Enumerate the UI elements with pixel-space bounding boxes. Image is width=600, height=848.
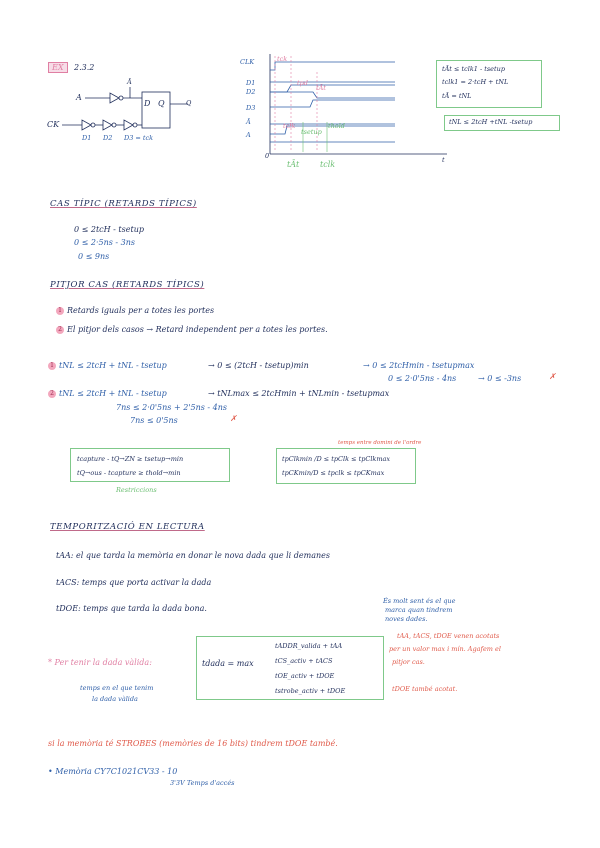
pitjor-item-1: 1 Retards iguals per a totes les portes — [56, 306, 214, 315]
note-1c: noves dades. — [385, 615, 428, 623]
taa-line: tAA: el que tarda la memòria en donar le nova dada que li demanes — [56, 551, 330, 560]
pitjor-item-2-text: El pitjor dels casos → Retard independent per a totes les portes. — [67, 325, 328, 334]
case-2-formula: 2 tNL ≤ 2tcH + tNL - tsetup — [48, 389, 167, 398]
case-2-result-text: tNLmax ≤ 2tcHmin + tNLmin - tsetupmax — [217, 389, 390, 398]
tacs-line: tACS: temps que porta activar la dada — [56, 578, 212, 587]
case-1-final: → 0 ≤ -3ns — [478, 374, 522, 383]
cas-tipic-title: CAS TÍPIC (RETARDS TÍPICS) — [50, 199, 197, 209]
note-1a: És molt sent és el que — [383, 597, 456, 605]
stp-label: tĀt — [287, 160, 300, 169]
note-1b: marca quan tindrem — [385, 606, 453, 614]
cas-tipic-line-3: 0 ≤ 9ns — [78, 252, 110, 261]
a-label: A — [76, 93, 82, 102]
acotats-note-2: per un valor max i mín. Agafem el — [389, 645, 501, 653]
tdoe-line: tDOE: temps que tarda la dada bona. — [56, 604, 207, 613]
d1-label: D1 — [82, 134, 92, 142]
a-bar-label: Ā — [127, 78, 132, 86]
timing-label-a: A — [246, 131, 251, 139]
ck-label: CK — [47, 120, 60, 129]
tpd-annotation: tpd — [297, 79, 308, 87]
strobes-line: si la memòria té STROBES (memòries de 16 bits) tindrem tDOE també. — [48, 739, 338, 748]
case-1-minmax: → 0 ≤ 2tcHmin - tsetupmax — [363, 361, 475, 370]
per-tenir: * Per tenir la dada vàlida: — [48, 658, 152, 667]
ta-annotation: tĀt — [316, 84, 326, 92]
pitjor-item-2: 2 El pitjor dels casos → Retard independent per a totes les portes. — [56, 325, 328, 334]
case-1-result: → 0 ≤ (2tcH - tsetup)min — [208, 361, 309, 370]
d2-label: D2 — [103, 134, 113, 142]
cas-tipic-line-1: 0 ≤ 2tcH - tsetup — [74, 225, 144, 234]
hold-annotation: thold — [328, 122, 345, 130]
case-1-final-text: 0 ≤ -3ns — [487, 374, 522, 383]
setup-annotation: tsetup — [301, 128, 322, 136]
t-axis-label: t — [442, 156, 445, 164]
tdada-term-3: tOE_activ + tDOE — [275, 672, 335, 680]
tdada-term-1: tADDR_valida + tAA — [275, 642, 343, 650]
case-1-minmax-text: 0 ≤ 2tcHmin - tsetupmax — [372, 361, 475, 370]
timing-label-clk: CLK — [240, 58, 255, 66]
ff-d-label: D — [144, 99, 151, 108]
restriction-1a: tcapture - tQ→ZN ≥ tsetup→min — [77, 455, 184, 463]
timing-diagram — [255, 52, 450, 162]
timing-label-d1: D1 — [246, 79, 256, 87]
ex-number: 2.3.2 — [74, 63, 95, 72]
domain-note: temps entre domini de l'ordre — [338, 440, 422, 446]
d3-label: D3 = tck — [124, 134, 154, 142]
acotats-note-4: tDOE també acotat. — [392, 685, 458, 693]
ff-q-label: Q — [158, 99, 165, 108]
acotats-note-3: pitjor cas. — [392, 658, 425, 666]
pitjor-title: PITJOR CAS (RETARDS TÍPICS) — [50, 280, 205, 290]
timing-label-d2: D2 — [246, 88, 256, 96]
timing-label-d3: D3 — [246, 104, 256, 112]
tclk-annotation: tclk — [283, 122, 296, 130]
tck-annotation: tck — [277, 55, 288, 63]
case-1-text: tNL ≤ 2tcH + tNL - tsetup — [59, 361, 167, 370]
tdada-label: tdada = max — [202, 659, 254, 668]
case-2-result: → tNLmax ≤ 2tcHmin + tNLmin - tsetupmax — [208, 389, 390, 398]
timing-label-a-bar: Ā — [246, 118, 251, 126]
formula-1: tĀt ≤ tclk1 - tsetup — [442, 65, 505, 73]
case-2-cross: ✗ — [230, 414, 237, 423]
formula-2: tclk1 = 2·tcH + tNL — [442, 78, 509, 86]
restriction-box-2 — [276, 448, 416, 484]
restriction-note: Restriccions — [116, 486, 157, 494]
temps-note-1: temps en el que tenim — [80, 684, 154, 692]
temps-note-2: la dada vàlida — [92, 695, 138, 703]
lectura-title: TEMPORITZACIÓ EN LECTURA — [50, 522, 205, 532]
memory-subline: 3'3V Temps d'accés — [170, 779, 235, 787]
formula-4: tNL ≤ 2tcH +tNL -tsetup — [449, 118, 533, 126]
case-1-cross: ✗ — [549, 372, 556, 381]
restriction-1b: tQ→ous - tcapture ≥ thold→min — [77, 469, 181, 477]
restriction-2a: tpClkmin /D ≤ tpClk ≤ tpClkmax — [282, 455, 391, 463]
tdada-term-2: tCS_activ + tACS — [275, 657, 333, 665]
ff-out-label: Q — [186, 99, 192, 107]
case-1-formula: 1 tNL ≤ 2tcH + tNL - tsetup — [48, 361, 167, 370]
case-1-result-text: 0 ≤ (2tcH - tsetup)min — [217, 361, 309, 370]
case-2-values: 7ns ≤ 2·0'5ns + 2'5ns - 4ns — [116, 403, 227, 412]
origin-label: 0 — [265, 152, 270, 160]
case-1-values: 0 ≤ 2·0'5ns - 4ns — [388, 374, 457, 383]
case-2-final: 7ns ≤ 0'5ns — [130, 416, 178, 425]
memory-line: • Memòria CY7C1021CV33 - 10 — [48, 767, 178, 776]
tdada-term-4: tstrobe_activ + tDOE — [275, 687, 346, 695]
ex-tag: EX — [48, 62, 68, 73]
cas-tipic-line-2: 0 ≤ 2·5ns - 3ns — [74, 238, 135, 247]
restriction-2b: tpCKmin/D ≤ tpclk ≤ tpCKmax — [282, 469, 385, 477]
formula-3: tĀ = tNL — [442, 92, 472, 100]
acotats-note-1: tAA, tACS, tDOE venen acotats — [397, 632, 500, 640]
pitjor-item-1-text: Retards iguals per a totes les portes — [67, 306, 215, 315]
case-2-text: tNL ≤ 2tcH + tNL - tsetup — [59, 389, 167, 398]
stk-label: tclk — [320, 160, 336, 169]
